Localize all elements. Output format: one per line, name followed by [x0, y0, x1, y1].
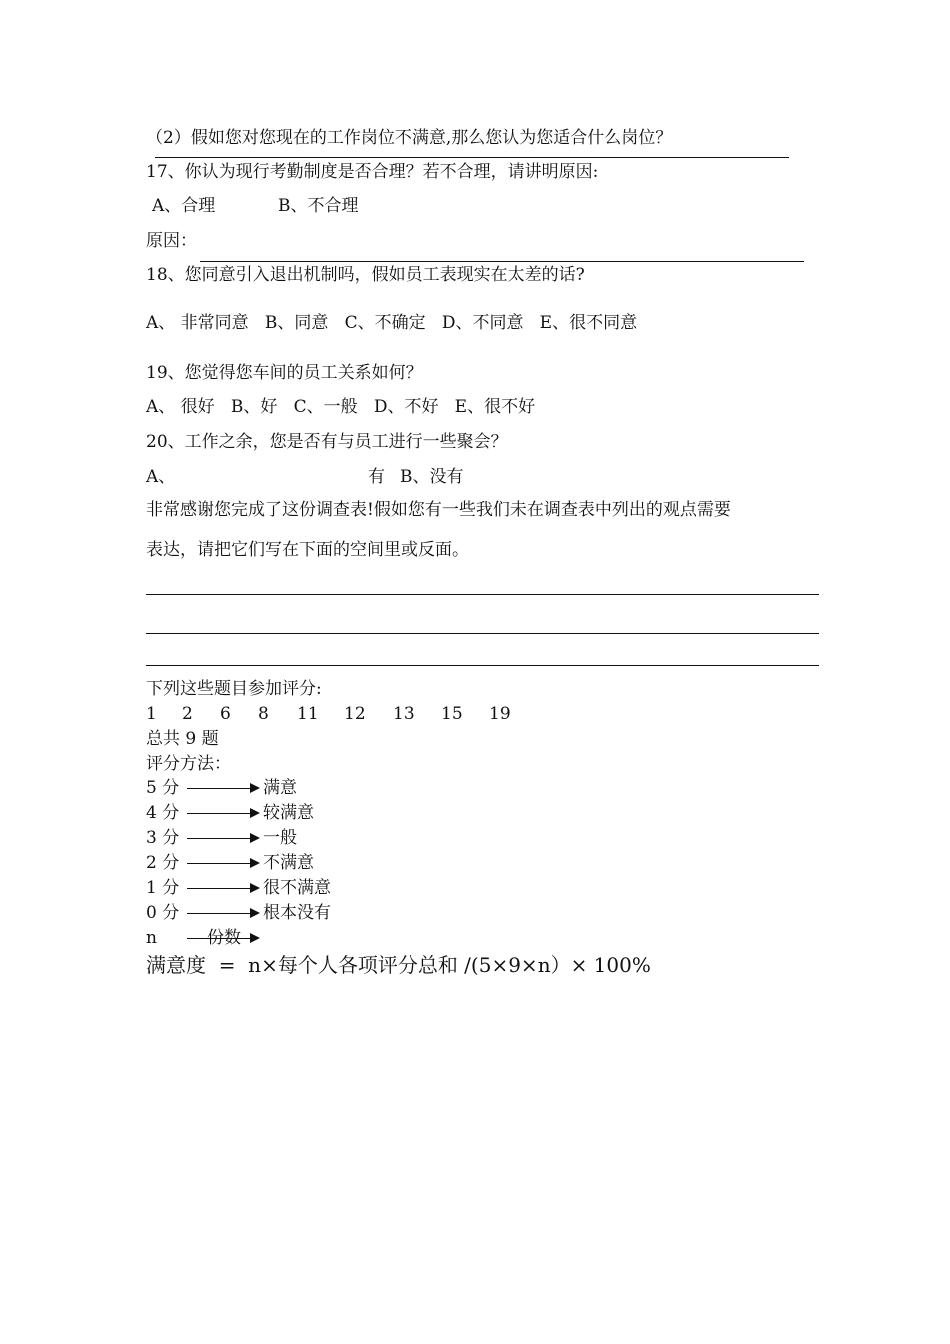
scored-question-number: 6	[220, 704, 231, 724]
q17-reason-line[interactable]	[200, 261, 804, 262]
scored-question-number: 1	[146, 704, 157, 724]
scale-score: 3 分	[146, 828, 180, 848]
scored-question-number: 11	[297, 704, 319, 724]
scoring-method-label: 评分方法：	[146, 754, 231, 774]
scale-meaning: 满意	[263, 778, 297, 798]
closing-line-1: 非常感谢您完成了这份调查表!假如您有一些我们未在调查表中列出的观点需要	[146, 500, 731, 520]
scored-question-number: 12	[344, 704, 366, 724]
scored-question-number: 8	[258, 704, 269, 724]
arrow-icon	[187, 788, 251, 789]
q17-question: 17、你认为现行考勤制度是否合理？若不合理，请讲明原因:	[146, 162, 599, 182]
scoring-total: 总共 9 题	[146, 729, 219, 749]
q19-options[interactable]: A、 很好 B、好 C、一般 D、不好 E、很不好	[146, 397, 536, 417]
scored-question-number: 13	[393, 704, 415, 724]
scored-question-number: 2	[182, 704, 193, 724]
comment-line-1[interactable]	[146, 594, 819, 595]
arrow-icon	[187, 888, 251, 889]
n-label: n	[146, 928, 157, 948]
q18-question: 18、您同意引入退出机制吗，假如员工表现实在太差的话?	[146, 265, 585, 285]
scale-meaning: 较满意	[263, 803, 314, 823]
q17-option-b[interactable]: B、不合理	[278, 196, 359, 216]
scale-meaning: 一般	[263, 828, 297, 848]
arrow-icon	[187, 838, 251, 839]
scored-question-number: 19	[489, 704, 511, 724]
q17-option-a[interactable]: A、合理	[152, 196, 216, 216]
scale-meaning: 不满意	[263, 853, 314, 873]
arrow-icon	[187, 913, 251, 914]
arrow-icon	[187, 863, 251, 864]
scale-meaning: 很不满意	[263, 878, 331, 898]
scale-score: 1 分	[146, 878, 180, 898]
q20-option-a-text[interactable]: 有	[368, 467, 385, 487]
arrow-icon	[187, 813, 251, 814]
q20-option-b[interactable]: B、没有	[400, 467, 464, 487]
scoring-intro: 下列这些题目参加评分:	[146, 679, 322, 699]
scale-score: 5 分	[146, 778, 180, 798]
n-meaning: 份数	[207, 928, 241, 948]
q20-question: 20、工作之余，您是否有与员工进行一些聚会？	[146, 432, 508, 452]
scale-meaning: 根本没有	[263, 903, 331, 923]
closing-line-2: 表达，请把它们写在下面的空间里或反面。	[146, 540, 469, 560]
scored-question-number: 15	[441, 704, 463, 724]
q16-2-answer-line[interactable]	[155, 157, 789, 158]
q17-reason-label: 原因：	[146, 231, 197, 251]
scale-score: 4 分	[146, 803, 180, 823]
scale-score: 0 分	[146, 903, 180, 923]
q20-option-a-prefix[interactable]: A、	[146, 467, 176, 487]
q18-options[interactable]: A、 非常同意 B、同意 C、不确定 D、不同意 E、很不同意	[146, 313, 638, 333]
q16-2-text: （2）假如您对您现在的工作岗位不满意,那么您认为您适合什么岗位？	[146, 128, 673, 148]
comment-line-2[interactable]	[146, 633, 819, 634]
satisfaction-formula: 满意度 = n×每个人各项评分总和 /(5×9×n）× 100%	[146, 953, 651, 977]
comment-line-3[interactable]	[146, 665, 819, 666]
arrow-icon	[187, 938, 251, 939]
scale-score: 2 分	[146, 853, 180, 873]
q19-question: 19、您觉得您车间的员工关系如何？	[146, 363, 423, 383]
